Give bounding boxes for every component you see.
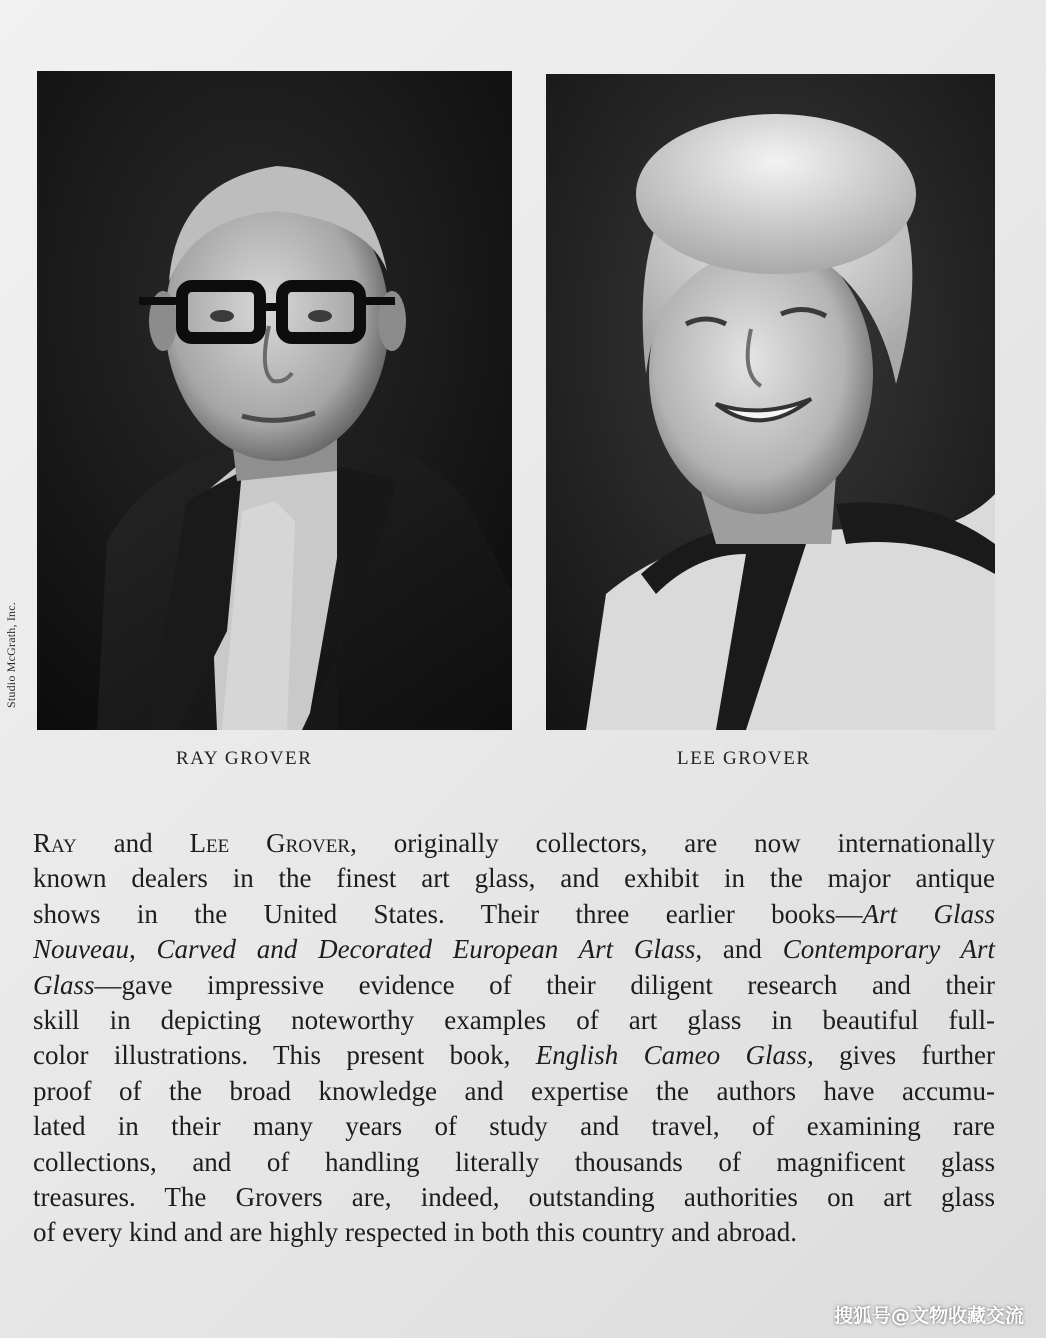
bio-text: gives further <box>813 1040 995 1071</box>
bio-name-ray: Ray <box>33 828 77 858</box>
bio-line: lated in their many years of study and travel, of examining rare <box>33 1111 995 1142</box>
bio-line <box>33 968 995 1003</box>
bio-line: treasures. The Grovers are, indeed, outstanding authorities on art glass <box>33 1182 995 1213</box>
bio-text: and <box>702 934 783 965</box>
portrait-ray-illustration <box>37 71 512 730</box>
bio-book-title: Glass <box>33 969 95 1000</box>
bio-name-lee-grover: Lee Grover <box>189 828 351 858</box>
bio-text: —gave impressive evidence of their diligent research and their <box>94 969 995 1000</box>
bio-book-title: English Cameo Glass, <box>535 1040 814 1071</box>
bio-text: color illustrations. This present book, <box>33 1040 536 1071</box>
bio-book-title: Nouveau, Carved and Decorated European Art Glass, <box>33 934 703 965</box>
bio-line: collections, and of handling literally thousands of magnificent glass <box>33 1146 995 1177</box>
bio-line: proof of the broad knowledge and expertise the authors have accumu- <box>33 1075 995 1106</box>
bio-line <box>33 826 995 861</box>
portrait-lee-grover <box>546 74 995 730</box>
bio-line: of every kind and are highly respected in both this country and abroad. <box>33 1217 798 1248</box>
bio-text: , originally collectors, are now internationally <box>350 828 995 858</box>
bio-text: shows in the United States. Their three earlier books— <box>33 898 863 929</box>
author-biography <box>33 826 995 1251</box>
bio-line <box>33 897 995 932</box>
bio-text: and <box>76 828 190 858</box>
portrait-lee-illustration <box>546 74 995 730</box>
bio-book-title: Art Glass <box>862 898 995 929</box>
photo-credit: Studio McGrath, Inc. <box>4 602 18 708</box>
bio-line <box>33 1038 995 1073</box>
bio-line: skill in depicting noteworthy examples of art glass in beautiful full- <box>33 1005 995 1036</box>
bio-line <box>33 932 995 967</box>
portrait-ray-grover <box>37 71 512 730</box>
caption-ray-grover: RAY GROVER <box>176 748 313 769</box>
bio-line: known dealers in the finest art glass, and exhibit in the major antique <box>33 863 995 894</box>
watermark: 搜狐号@文物收藏交流 <box>833 1305 1024 1327</box>
bio-book-title: Contemporary Art <box>782 934 995 965</box>
caption-lee-grover: LEE GROVER <box>677 748 811 769</box>
